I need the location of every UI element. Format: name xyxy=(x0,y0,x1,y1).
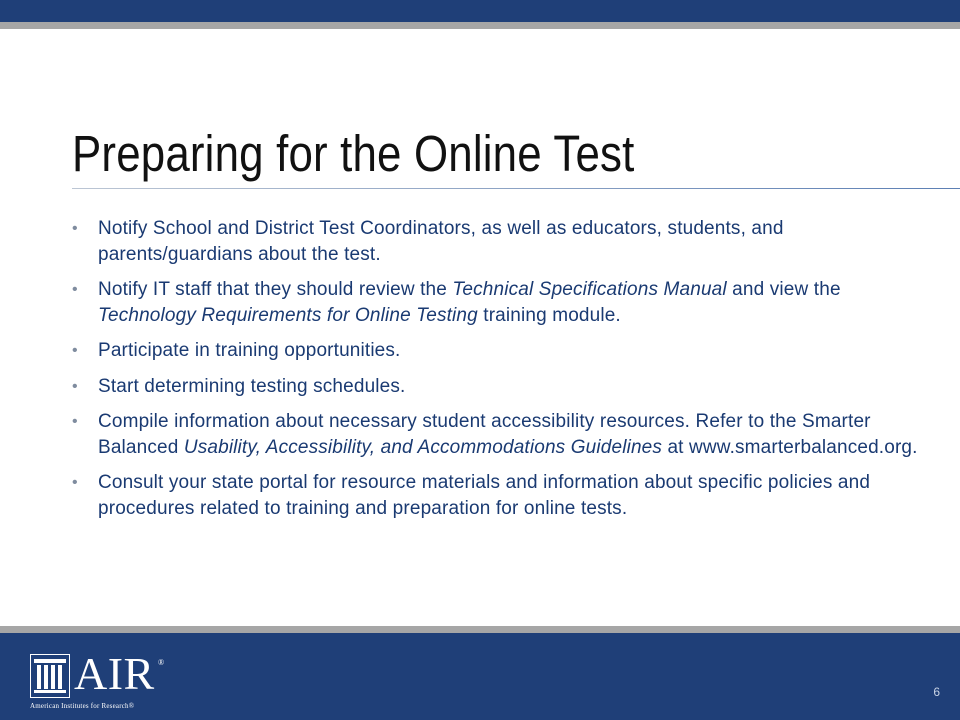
bullet-text-segment: Notify School and District Test Coordinators, as well as educators, students, and parents/guardians about the test. xyxy=(98,218,784,265)
bottom-stripe xyxy=(0,626,960,633)
bullet-item xyxy=(72,374,932,400)
bullet-text-segment: Notify IT staff that they should review the xyxy=(98,279,453,300)
top-band xyxy=(0,0,960,22)
bullet-text xyxy=(98,411,918,458)
italic-title-text: Technology Requirements for Online Testing xyxy=(98,304,478,326)
bullet-text xyxy=(98,279,841,326)
bullet-text-segment: at www.smarterbalanced.org. xyxy=(662,436,918,458)
bullet-text-segment: Consult your state portal for resource materials and information about specific policies and procedures related to training and preparation for online tests. xyxy=(98,472,871,519)
bullet-text-segment: Start determining testing schedules. xyxy=(98,375,406,397)
page-number: 6 xyxy=(933,685,940,699)
bullet-text-segment: Participate in training opportunities. xyxy=(98,340,401,361)
bullet-item xyxy=(72,277,932,328)
bullet-marker: • xyxy=(72,474,78,491)
air-logo xyxy=(30,648,180,710)
bullet-text xyxy=(98,340,400,361)
bullet-marker: • xyxy=(72,220,78,237)
bullet-marker: • xyxy=(72,342,78,359)
bullet-marker: • xyxy=(72,413,78,430)
bullet-marker: • xyxy=(72,281,78,298)
bullet-text xyxy=(98,376,405,397)
bullet-text-segment: training module. xyxy=(477,304,621,326)
title-underline xyxy=(72,188,960,189)
bullet-text-segment: and view the xyxy=(726,279,841,300)
logo-wordmark: AIR xyxy=(74,648,155,699)
bullet-item xyxy=(72,409,932,460)
bullet-text xyxy=(98,472,870,519)
bullet-text xyxy=(98,218,784,265)
italic-title-text: Usability, Accessibility, and Accommodations Guidelines xyxy=(183,436,663,458)
bullet-item xyxy=(72,470,932,521)
bullet-text-segment: Compile information about necessary student accessibility resources. Refer to the Smarter Balanced xyxy=(98,411,871,458)
bullet-item xyxy=(72,338,932,364)
bullet-marker: • xyxy=(72,377,78,395)
italic-title-text: Technical Specifications Manual xyxy=(452,279,727,300)
slide-title: Preparing for the Online Test xyxy=(72,125,635,182)
logo-tagline: American Institutes for Research® xyxy=(30,702,135,710)
top-stripe xyxy=(0,22,960,29)
bullet-item xyxy=(72,216,932,267)
bullet-list xyxy=(72,216,932,531)
building-columns-icon xyxy=(30,654,70,698)
logo-registered-mark: ® xyxy=(158,658,165,667)
